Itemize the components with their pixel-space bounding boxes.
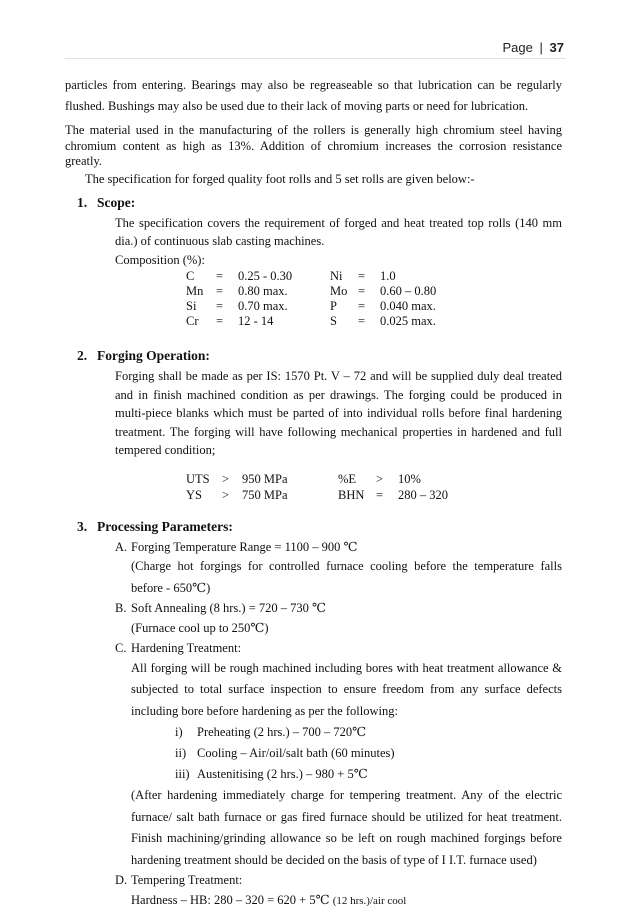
section-forging <box>65 347 562 504</box>
list-item <box>115 538 562 557</box>
item-title: Soft Annealing (8 hrs.) = 720 – 730 ℃ <box>131 601 326 615</box>
item-label: D. <box>115 871 131 890</box>
element-cell: C <box>186 269 216 284</box>
operator-cell: > <box>222 488 242 504</box>
hardness-text: Hardness – HB: 280 – 320 = 620 + 5℃ <box>131 893 330 907</box>
operator-cell: > <box>222 472 242 488</box>
value-cell: 12 - 14 <box>238 314 330 329</box>
step-label: i) <box>175 722 197 743</box>
element-cell: S <box>330 314 358 329</box>
element-cell: Mn <box>186 284 216 299</box>
section-heading <box>77 194 562 212</box>
table-row <box>186 269 436 284</box>
page-separator: | <box>540 40 543 55</box>
value-cell: 0.70 max. <box>238 299 330 314</box>
table-row <box>186 488 448 504</box>
step-item <box>175 764 562 785</box>
composition-label: Composition (%): <box>115 251 562 270</box>
page-header <box>503 40 564 55</box>
section-number: 2. <box>77 347 97 365</box>
header-rule <box>65 58 566 59</box>
operator-cell: = <box>376 488 398 504</box>
item-label: A. <box>115 538 131 557</box>
property-cell: YS <box>186 488 222 504</box>
value-cell: 0.80 max. <box>238 284 330 299</box>
element-cell: Ni <box>330 269 358 284</box>
operator-cell: > <box>376 472 398 488</box>
step-label: iii) <box>175 764 197 785</box>
intro-paragraph-3: The specification for forged quality foot rolls and 5 set rolls are given below:- <box>85 170 562 188</box>
item-title: Tempering Treatment: <box>131 873 242 887</box>
table-row <box>186 284 436 299</box>
item-label: B. <box>115 599 131 618</box>
equals-cell: = <box>216 314 238 329</box>
equals-cell: = <box>358 269 380 284</box>
item-label: C. <box>115 639 131 658</box>
section-title: Scope: <box>97 195 135 210</box>
equals-cell: = <box>358 284 380 299</box>
equals-cell: = <box>216 299 238 314</box>
section-body <box>115 367 562 460</box>
table-row <box>186 299 436 314</box>
item-text: (After hardening immediately charge for tempering treatment. Any of the electric furnace/ salt bath furnace or gas fired furnace should be utilized for heat treatment. Finish machining/grinding allowance so be left on rough machined forgings before hardening treatment should be decided on the basis of type of I I.T. furnace used) <box>131 785 562 871</box>
item-text: All forging will be rough machined including bores with heat treatment allowance & subjected to total surface inspection to ensure freedom from any surface defects including bore before hardening as per the following: <box>131 658 562 723</box>
value-cell: 10% <box>398 472 448 488</box>
page-body <box>65 75 562 912</box>
step-text: Preheating (2 hrs.) – 700 – 720℃ <box>197 725 366 739</box>
element-cell: Si <box>186 299 216 314</box>
list-item <box>115 871 562 890</box>
item-text: (Charge hot forgings for controlled furnace cooling before the temperature falls before - 650℃) <box>131 556 562 599</box>
step-item <box>175 722 562 743</box>
section-heading <box>77 518 562 536</box>
step-item <box>175 743 562 764</box>
section-title: Forging Operation: <box>97 348 210 363</box>
element-cell: P <box>330 299 358 314</box>
section-number: 1. <box>77 194 97 212</box>
processing-list <box>115 538 562 912</box>
element-cell: Mo <box>330 284 358 299</box>
value-cell: 1.0 <box>380 269 436 284</box>
list-item <box>115 599 562 618</box>
value-cell: 0.025 max. <box>380 314 436 329</box>
section-heading <box>77 347 562 365</box>
equals-cell: = <box>358 314 380 329</box>
item-text: (Furnace cool up to 250℃) <box>131 618 562 640</box>
equals-cell: = <box>216 284 238 299</box>
value-cell: 0.25 - 0.30 <box>238 269 330 284</box>
table-row <box>186 314 436 329</box>
list-item <box>115 639 562 658</box>
element-cell: Cr <box>186 314 216 329</box>
step-text: Cooling – Air/oil/salt bath (60 minutes) <box>197 746 395 760</box>
step-label: ii) <box>175 743 197 764</box>
equals-cell: = <box>216 269 238 284</box>
value-cell: 0.60 – 0.80 <box>380 284 436 299</box>
value-cell: 950 MPa <box>242 472 338 488</box>
hardness-duration: (12 hrs.)/air cool <box>333 895 407 907</box>
scope-text: The specification covers the requirement of forged and heat treated top rolls (140 mm dia.) of continuous slab casting machines. <box>115 214 562 251</box>
item-title: Hardening Treatment: <box>131 641 241 655</box>
property-cell: %E <box>338 472 376 488</box>
intro-paragraph-1: particles from entering. Bearings may also be regreaseable so that lubrication can be regularly flushed. Bushings may also be used due to their lack of moving parts or need for lubrication. <box>65 75 562 117</box>
page-number: 37 <box>550 40 564 55</box>
properties-table <box>186 472 448 504</box>
value-cell: 280 – 320 <box>398 488 448 504</box>
section-processing <box>65 518 562 912</box>
intro-paragraph-2: The material used in the manufacturing of the rollers is generally high chromium steel having chromium content as high as 13%. Addition of chromium increases the corrosion resistance greatly. <box>65 123 562 170</box>
item-title: Forging Temperature Range = 1100 – 900 ℃ <box>131 540 358 554</box>
section-number: 3. <box>77 518 97 536</box>
value-cell: 750 MPa <box>242 488 338 504</box>
value-cell: 0.040 max. <box>380 299 436 314</box>
section-scope <box>65 194 562 330</box>
property-cell: BHN <box>338 488 376 504</box>
equals-cell: = <box>358 299 380 314</box>
composition-table <box>186 269 436 329</box>
step-text: Austenitising (2 hrs.) – 980 + 5℃ <box>197 767 368 781</box>
section-body <box>115 214 562 270</box>
property-cell: UTS <box>186 472 222 488</box>
page-label: Page <box>503 40 533 55</box>
table-row <box>186 472 448 488</box>
item-text <box>131 890 562 912</box>
forging-text: Forging shall be made as per IS: 1570 Pt. V – 72 and will be supplied duly deal treated and in finish machined condition as per drawings. The forging could be produced in multi-piece blanks which must be parted of into individual rolls before final hardening treatment. The forging will have following mechanical properties in hardened and full tempered condition; <box>115 367 562 460</box>
section-title: Processing Parameters: <box>97 519 233 534</box>
